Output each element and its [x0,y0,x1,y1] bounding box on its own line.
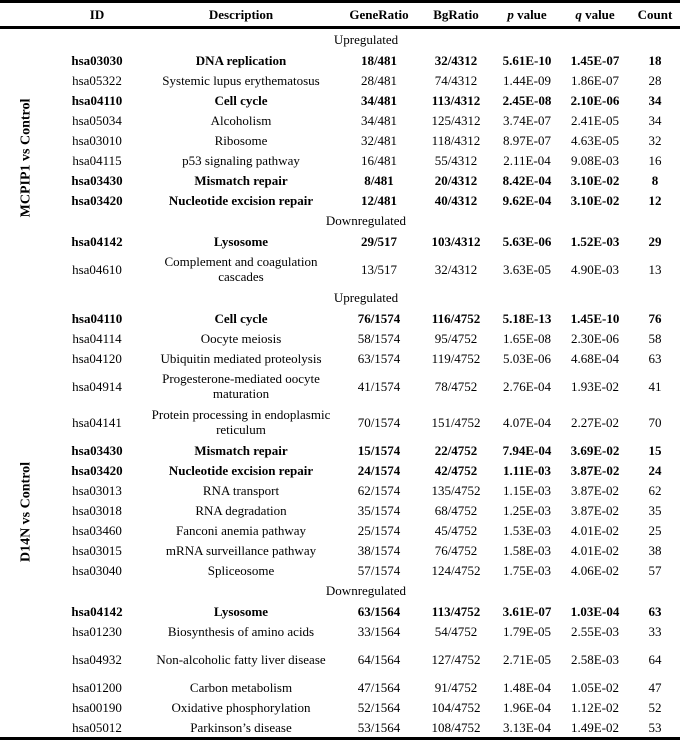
gene-count: 58 [648,330,662,346]
gene-count: 76 [648,310,662,326]
section-row [0,28,680,51]
bg-ratio: 76/4752 [434,542,478,558]
p-value: 3.13E-04 [502,719,552,735]
gene-count: 63 [648,350,662,366]
pathway-description: mRNA surveillance pathway [165,542,317,558]
bg-ratio: 78/4752 [434,378,478,394]
gene-ratio: 24/1574 [357,462,401,478]
group-label: MCPIP1 vs Control [18,98,34,218]
gene-ratio: 70/1574 [357,414,401,430]
q-value: 4.06E-02 [570,562,620,578]
gene-count: 70 [648,414,662,430]
gene-ratio: 63/1564 [357,603,401,619]
table-row [0,170,680,190]
gene-count: 34 [648,112,662,128]
table-row [0,480,680,500]
pathway-id: hsa03420 [71,192,123,208]
p-value: 3.63E-05 [502,261,552,277]
gene-ratio: 76/1574 [357,310,401,326]
gene-count: 29 [648,233,662,249]
pathway-description: Ribosome [214,132,268,148]
pathway-id: hsa04142 [71,603,123,619]
gene-count: 24 [648,462,662,478]
table-row [0,717,680,739]
gene-count: 64 [648,651,662,667]
gene-ratio: 52/1564 [357,699,401,715]
table-row [0,328,680,348]
q-value: 1.86E-07 [570,72,620,88]
gene-count: 28 [648,72,662,88]
table-row [0,90,680,110]
pathway-description: Systemic lupus erythematosus [162,72,320,88]
gene-ratio: 12/481 [360,192,398,208]
bg-ratio: 20/4312 [434,172,478,188]
q-value: 3.10E-02 [570,172,620,188]
bg-ratio: 54/4752 [434,623,478,639]
table-row [0,251,680,287]
pathway-description: Carbon metabolism [189,679,293,695]
pathway-description: Cell cycle [214,92,268,108]
q-value: 4.68E-04 [570,350,620,366]
p-value: 2.11E-04 [503,152,551,168]
q-value: 2.58E-03 [570,651,620,667]
table-row [0,130,680,150]
table-body [0,28,680,739]
q-value: 4.01E-02 [570,522,620,538]
pathway-id: hsa04914 [72,378,122,394]
table-row [0,150,680,170]
gene-ratio: 35/1574 [357,502,401,518]
bg-ratio: 103/4312 [431,233,481,249]
p-value: 1.11E-03 [502,462,552,478]
gene-count: 33 [648,623,662,639]
gene-ratio: 15/1574 [357,442,401,458]
bg-ratio: 116/4752 [431,310,481,326]
table-row [0,70,680,90]
gene-ratio: 32/481 [360,132,398,148]
q-value: 4.90E-03 [570,261,620,277]
pathway-description: Spliceosome [207,562,275,578]
q-value: 2.27E-02 [570,414,620,430]
p-value: 5.61E-10 [502,52,552,68]
bg-ratio: 135/4752 [431,482,481,498]
pathway-description: Lysosome [213,233,269,249]
pathway-description: Progesterone-mediated oocyte maturation [162,371,320,401]
table-row [0,348,680,368]
pathway-id: hsa04110 [71,310,123,326]
pathway-description: Alcoholism [210,112,272,128]
gene-count: 38 [648,542,662,558]
p-value: 2.76E-04 [502,378,552,394]
section-title: Downregulated [325,213,407,228]
p-value: 3.74E-07 [502,112,552,128]
table-row [0,560,680,580]
table-row [0,440,680,460]
q-value: 3.87E-02 [570,502,620,518]
p-value: 1.75E-03 [502,562,552,578]
table-row [0,110,680,130]
gene-ratio: 28/481 [360,72,398,88]
p-value: 4.07E-04 [502,414,552,430]
gene-ratio: 34/481 [360,112,398,128]
header-bg-ratio: BgRatio [433,7,479,22]
q-value: 4.01E-02 [570,542,620,558]
p-value: 1.53E-03 [502,522,552,538]
pathway-id: hsa03018 [72,502,122,518]
gene-count: 15 [648,442,662,458]
section-title: Upregulated [333,32,399,47]
bg-ratio: 55/4312 [434,152,478,168]
gene-count: 32 [648,132,662,148]
table-row [0,520,680,540]
bg-ratio: 45/4752 [434,522,478,538]
pathway-id: hsa05012 [72,719,122,735]
gene-count: 41 [648,378,662,394]
gene-count: 63 [648,603,662,619]
section-row [0,210,680,231]
bg-ratio: 104/4752 [431,699,481,715]
pathway-id: hsa04120 [72,350,122,366]
pathway-id: hsa03460 [72,522,122,538]
q-value: 2.41E-05 [570,112,620,128]
q-value: 1.03E-04 [570,603,620,619]
pathway-id: hsa04110 [71,92,123,108]
pathway-description: Biosynthesis of amino acids [167,623,315,639]
q-value: 4.63E-05 [570,132,620,148]
p-value: 9.62E-04 [502,192,552,208]
p-value: 1.65E-08 [502,330,552,346]
gene-ratio: 18/481 [360,52,398,68]
p-value: 5.03E-06 [502,350,552,366]
pathway-description: Nucleotide excision repair [168,192,314,208]
table-row [0,641,680,677]
p-value: 1.48E-04 [502,679,552,695]
table-row [0,404,680,440]
q-value: 3.87E-02 [570,482,620,498]
gene-ratio: 63/1574 [357,350,401,366]
table-row [0,601,680,621]
pathway-description: Mismatch repair [194,172,288,188]
table-header [0,2,680,28]
table-row [0,231,680,251]
q-value: 1.93E-02 [570,378,620,394]
gene-ratio: 33/1564 [357,623,401,639]
pathway-description: Mismatch repair [194,442,288,458]
bg-ratio: 32/4312 [434,261,478,277]
pathway-description: Parkinson’s disease [190,719,292,735]
pathway-id: hsa03040 [72,562,122,578]
gene-ratio: 38/1574 [357,542,401,558]
bg-ratio: 42/4752 [434,462,478,478]
bg-ratio: 118/4312 [431,132,481,148]
table-row [0,460,680,480]
gene-count: 35 [648,502,662,518]
p-value: 1.96E-04 [502,699,552,715]
header-description: Description [208,7,274,22]
pathway-description: p53 signaling pathway [182,152,300,168]
group-label-cell [0,28,52,288]
gene-count: 57 [648,562,662,578]
gene-ratio: 8/481 [364,172,394,188]
gene-ratio: 53/1564 [357,719,401,735]
header-group [0,2,52,28]
pathway-id: hsa03420 [71,462,123,478]
header-gene-ratio: GeneRatio [349,7,409,22]
gene-ratio: 57/1574 [357,562,401,578]
pathway-description: Protein processing in endoplasmic reticulum [151,407,331,437]
pathway-id: hsa03015 [72,542,122,558]
pathway-id: hsa04610 [72,261,122,277]
pathway-id: hsa05322 [72,72,122,88]
q-value: 1.49E-02 [570,719,620,735]
p-value: 2.71E-05 [502,651,552,667]
p-value: 3.61E-07 [502,603,552,619]
q-value: 3.69E-02 [570,442,620,458]
gene-ratio: 29/517 [360,233,398,249]
bg-ratio: 151/4752 [431,414,481,430]
gene-count: 12 [648,192,662,208]
p-value: 1.58E-03 [502,542,552,558]
pathway-description: RNA transport [202,482,280,498]
p-value: 8.42E-04 [502,172,552,188]
bg-ratio: 113/4312 [431,92,481,108]
gene-ratio: 34/481 [360,92,398,108]
pathway-id: hsa05034 [72,112,122,128]
header-p-value: p value [507,7,547,22]
gene-ratio: 62/1574 [357,482,401,498]
gene-ratio: 58/1574 [357,330,401,346]
pathway-id: hsa04932 [72,651,122,667]
pathway-description: Fanconi anemia pathway [176,522,306,538]
pathway-id: hsa03030 [71,52,123,68]
pathway-id: hsa04115 [72,152,122,168]
gene-ratio: 41/1574 [357,378,401,394]
bg-ratio: 127/4752 [431,651,481,667]
bg-ratio: 74/4312 [434,72,478,88]
table-row [0,540,680,560]
q-value: 2.10E-06 [570,92,620,108]
bg-ratio: 91/4752 [434,679,478,695]
q-value: 2.30E-06 [570,330,620,346]
table-row [0,677,680,697]
q-value: 1.52E-03 [570,233,620,249]
p-value: 1.15E-03 [502,482,552,498]
pathway-description: Complement and coagulation cascades [164,254,318,284]
pathway-id: hsa03013 [72,482,122,498]
p-value: 7.94E-04 [502,442,552,458]
gene-ratio: 47/1564 [357,679,401,695]
bg-ratio: 113/4752 [431,603,481,619]
pathway-id: hsa04141 [72,414,122,430]
gene-ratio: 13/517 [360,261,398,277]
pathway-description: Oxidative phosphorylation [171,699,311,715]
pathway-description: Nucleotide excision repair [168,462,314,478]
section-title: Upregulated [333,290,399,305]
gene-count: 16 [648,152,662,168]
bg-ratio: 40/4312 [434,192,478,208]
table-row [0,50,680,70]
pathway-description: DNA replication [195,52,287,68]
gene-count: 18 [648,52,662,68]
gene-ratio: 64/1564 [357,651,401,667]
gene-count: 34 [648,92,662,108]
pathway-id: hsa01200 [72,679,122,695]
p-value: 1.25E-03 [502,502,552,518]
pathway-description: Non-alcoholic fatty liver disease [156,651,326,667]
p-value: 8.97E-07 [502,132,552,148]
bg-ratio: 95/4752 [434,330,478,346]
pathway-id: hsa03010 [72,132,122,148]
section-row [0,580,680,601]
bg-ratio: 68/4752 [434,502,478,518]
pathway-description: Ubiquitin mediated proteolysis [160,350,322,366]
q-value: 1.05E-02 [570,679,620,695]
table-row [0,308,680,328]
pathway-id: hsa01230 [72,623,122,639]
table-row [0,500,680,520]
q-value: 9.08E-03 [570,152,620,168]
q-value: 3.10E-02 [570,192,620,208]
pathway-description: Lysosome [213,603,269,619]
group-label-cell [0,287,52,739]
header-q-value: q value [575,7,615,22]
pathway-description: Oocyte meiosis [200,330,282,346]
gene-count: 8 [651,172,659,188]
bg-ratio: 32/4312 [434,52,478,68]
pathway-description: Cell cycle [214,310,268,326]
bg-ratio: 108/4752 [431,719,481,735]
gene-ratio: 25/1574 [357,522,401,538]
section-row [0,287,680,308]
p-value: 1.79E-05 [502,623,552,639]
table-row [0,621,680,641]
q-value: 2.55E-03 [570,623,620,639]
gene-count: 53 [648,719,662,735]
q-value: 1.12E-02 [570,699,620,715]
pathway-id: hsa04142 [71,233,123,249]
table-row [0,190,680,210]
table-row [0,697,680,717]
bg-ratio: 22/4752 [434,442,478,458]
gene-count: 62 [648,482,662,498]
bg-ratio: 124/4752 [431,562,481,578]
group-label: D14N vs Control [18,461,34,563]
gene-count: 13 [648,261,662,277]
section-title: Downregulated [325,583,407,598]
pathway-id: hsa03430 [71,172,123,188]
q-value: 3.87E-02 [570,462,620,478]
p-value: 5.18E-13 [502,310,552,326]
header-id: ID [89,7,105,22]
gene-count: 52 [648,699,662,715]
bg-ratio: 119/4752 [431,350,481,366]
pathway-id: hsa03430 [71,442,123,458]
gene-count: 47 [648,679,662,695]
bg-ratio: 125/4312 [431,112,481,128]
table-row [0,368,680,404]
pathway-id: hsa00190 [72,699,122,715]
p-value: 1.44E-09 [502,72,552,88]
pathway-id: hsa04114 [72,330,122,346]
header-count: Count [637,7,673,22]
p-value: 2.45E-08 [502,92,552,108]
q-value: 1.45E-10 [570,310,620,326]
p-value: 5.63E-06 [502,233,552,249]
q-value: 1.45E-07 [570,52,620,68]
pathway-description: RNA degradation [195,502,287,518]
gene-ratio: 16/481 [360,152,398,168]
gene-count: 25 [648,522,662,538]
